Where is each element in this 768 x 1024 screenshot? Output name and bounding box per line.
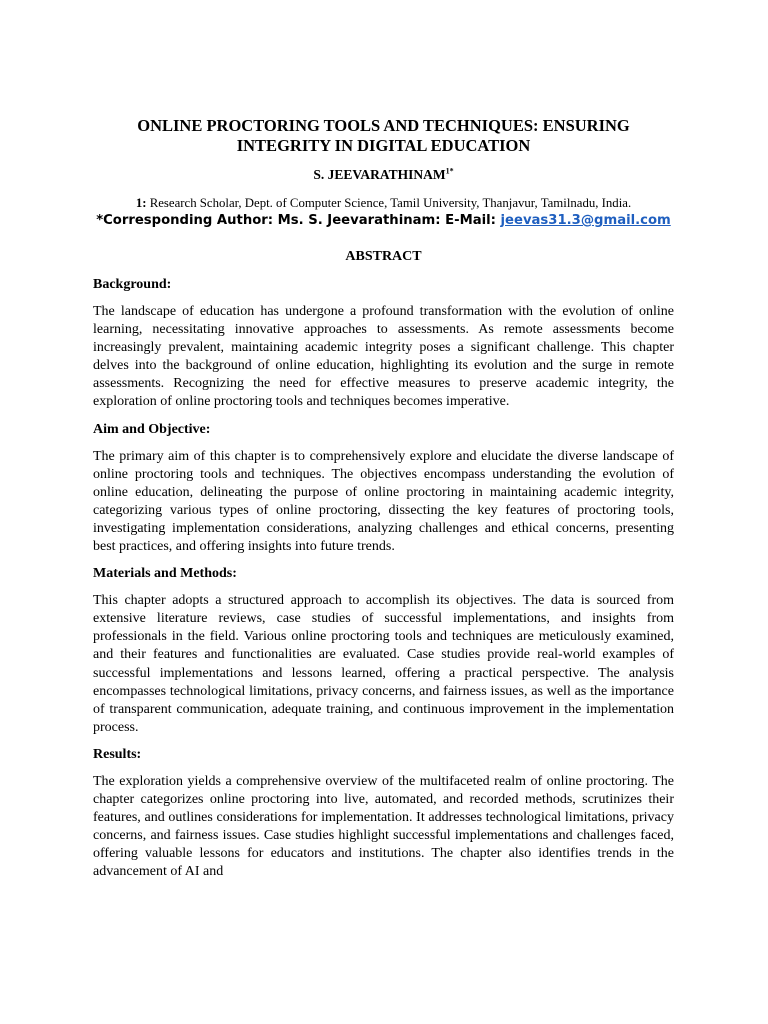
author-name: S. JEEVARATHINAM [313,167,446,182]
paper-title: ONLINE PROCTORING TOOLS AND TECHNIQUES: ENSURING INTEGRITY IN DIGITAL EDUCATION [137,116,630,155]
abstract-heading: ABSTRACT [345,249,422,264]
author-line [93,167,674,183]
section-heading-methods: Materials and Methods: [93,566,237,582]
affiliation-line [93,195,674,211]
affiliation-text: Research Scholar, Dept. of Computer Science, Tamil University, Thanjavur, Tamilnadu, India. [146,196,632,210]
corresponding-author-line [93,212,674,230]
section-heading-aim: Aim and Objective: [93,421,211,437]
section-heading-background: Background: [93,277,172,292]
affiliation-number: 1: [135,196,147,210]
author-superscript: 1* [445,166,454,176]
corresponding-email-link[interactable]: jeevas31.3@gmail.com [500,213,671,228]
corresponding-label: *Corresponding Author: Ms. S. Jeevarathinam: E-Mail: [96,213,501,228]
section-text-results: The exploration yields a comprehensive overview of the multifaceted realm of online proctoring. The chapter categorizes online proctoring into live, automated, and recorded methods, scrutinizes their features, and outlines considerations for implementation. It addresses technological limitations, privacy concerns, and fairness issues. Case studies highlight successful implementations and challenges faced, offering valuable lessons for educators and institutions. The chapter also identifies trends in the advancement of AI and [93,773,674,880]
document-content [93,116,674,881]
section-text-aim: The primary aim of this chapter is to comprehensively explore and elucidate the diverse landscape of online proctoring tools and techniques. The objectives encompass understanding the evolution of online education, delineating the purpose of online proctoring in maintaining academic integrity, categorizing various types of online proctoring, dissecting the key features of proctoring tools, investigating implementation considerations, analyzing challenges and ethical concerns, presenting best practices, and offering insights into future trends. [93,448,674,555]
section-text-methods: This chapter adopts a structured approach to accomplish its objectives. The data is sourced from extensive literature reviews, case studies of successful implementations, and insights from professionals in the field. Various online proctoring tools and techniques are meticulously examined, and their features and functionalities are evaluated. Case studies provide real-world examples of successful implementations and lessons learned, offering a practical perspective. The analysis encompasses technological limitations, privacy concerns, and fairness issues, as well as the importance of transparent communication, adequate training, and continuous improvement in the implementation process. [93,593,674,735]
section-text-background: The landscape of education has undergone a profound transformation with the evolution of online learning, necessitating innovative approaches to assessments. As remote assessments become increasingly prevalent, maintaining academic integrity poses a significant challenge. This chapter delves into the background of online education, highlighting its evolution and the surge in remote assessments. Recognizing the need for effective measures to preserve academic integrity, the exploration of online proctoring tools and techniques becomes imperative. [93,304,674,410]
section-heading-results: Results: [93,746,142,762]
